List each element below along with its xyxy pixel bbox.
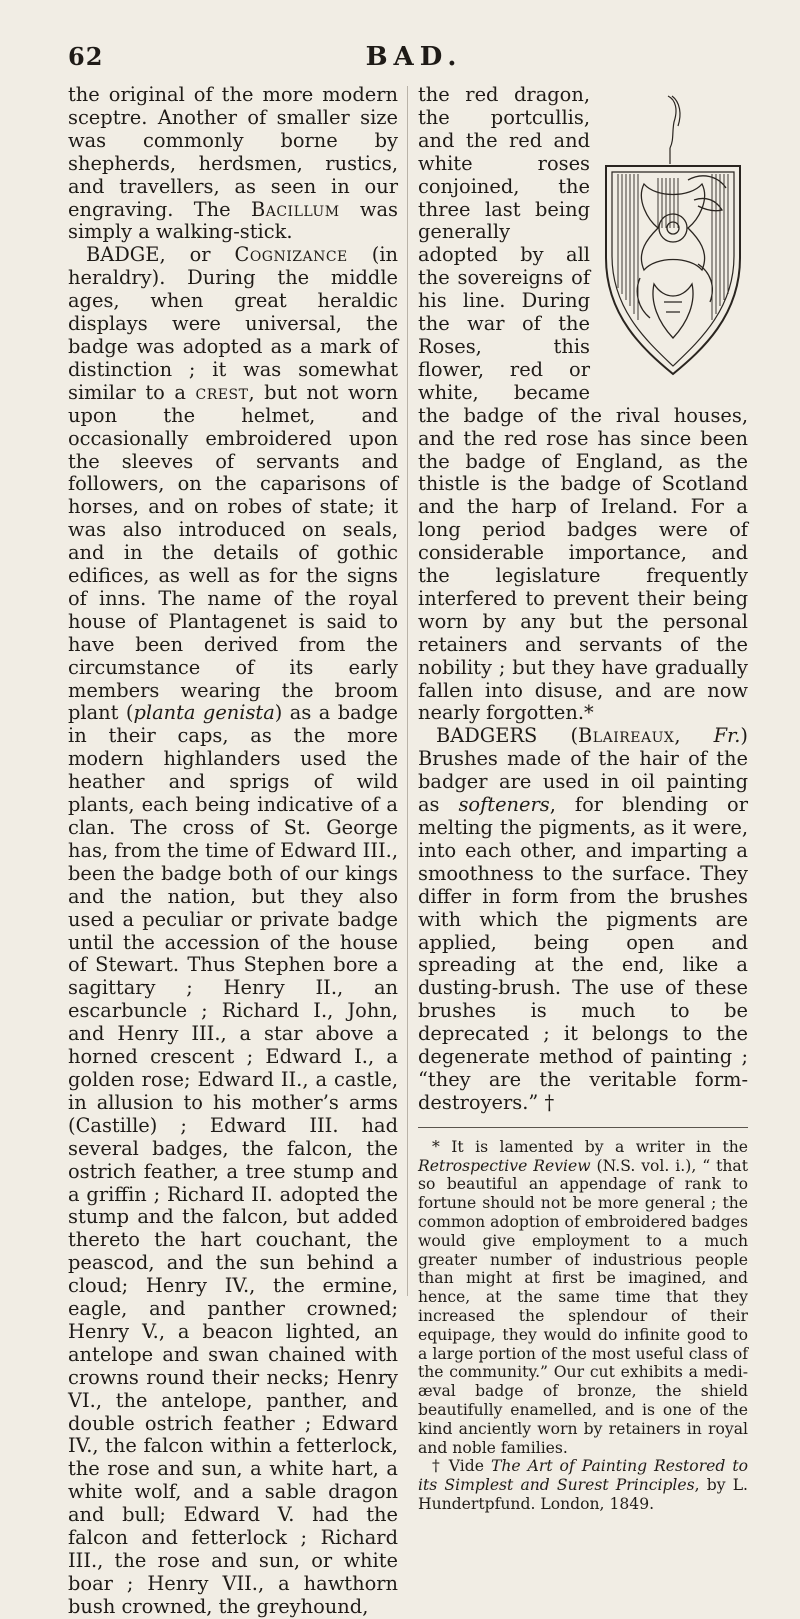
left-column xyxy=(68,84,398,1619)
right-column xyxy=(418,84,748,1514)
rose-motif xyxy=(641,184,704,270)
bronze-badge-illustration xyxy=(598,88,748,380)
badgers-entry: BADGERS (Blaireaux, Fr.) Brushes made of the hair of the badger are used in oil painting as softeners, for blending or melting the pigments, as it were, into each other, and imparting a smoothness to the surface. They differ in form from the brushes with which the pigments are applied, being open and spreading at the end, like a dusting-brush. The use of these brushes is much to be deprecated ; it belongs to the degenerate method of painting ; “they are the veritable form-destroyers.” † xyxy=(418,724,748,1114)
baculum-entry-continued: the original of the more modern sceptre. Another of smaller size was commonly borne by shepherds, herdsmen, rustics, and travellers, as seen in our engraving. The Bacillum was simply a walking-stick. xyxy=(68,83,398,244)
badge-headword: BADGE xyxy=(86,243,160,267)
footnotes xyxy=(418,1138,748,1514)
badge-entry-continued: the red dragon, the portcullis, and the red and white roses conjoined, the three last being generally adopted by all the sovereigns of his line. During the war of the Roses, this flower, red or white, became the badge of the rival houses, and the red rose has since been the badge of England, as the thistle is the badge of Scotland and the harp of Ireland. For a long period badges were of considerable importance, and the legislature frequently interfered to prevent their being worn by any but the personal retainers and servants of the nobility ; but they have gradually fallen into disuse, and are now nearly forgotten.* xyxy=(418,83,748,725)
running-title: BAD. xyxy=(365,42,463,72)
footnote-1: * It is lamented by a writer in the Retrospective Review (N.S. vol. i.), “ that so beautiful an appendage of rank to fortune should not be more general ; the common adoption of embroidered badges would give employment to a much greater number of industrious people than might at first be imagined, and hence, at the same time that they increased the splendour of their equipage, they would do infinite good to a large portion of the most useful class of the community.” Our cut exhibits a medi-æval badge of bronze, the shield beautifully enamelled, and is one of the kind anciently worn by retainers in royal and noble families. xyxy=(418,1137,748,1457)
page-number: 62 xyxy=(68,42,104,71)
badgers-headword: BADGERS xyxy=(436,724,538,748)
badge-entry: BADGE, or Cognizance (in heraldry). During the middle ages, when great heraldic displays were universal, the badge was adopted as a mark of distinction ; it was somewhat similar to a crest, but not worn upon the helmet, and occasionally embroidered upon the sleeves of servants and followers, on the caparisons of horses, and on robes of state; it was also introduced on seals, and in the details of gothic edifices, as well as for the signs of inns. The name of the royal house of Plantagenet is said to have been derived from the circumstance of its early members wearing the broom plant (planta genista) as a badge in their caps, as the more modern highlanders used the heather and sprigs of wild plants, each being indicative of a clan. The cross of St. George has, from the time of Edward III., been the badge both of our kings and the nation, but they also used a peculiar or private badge until the accession of the house of Stewart. Thus Stephen bore a sagittary ; Henry II., an escarbuncle ; Richard I., John, and Henry III., a star above a horned crescent ; Edward I., a golden rose; Edward II., a castle, in allusion to his mother’s arms (Castille) ; Edward III. had several badges, the falcon, the ostrich feather, a tree stump and a griffin ; Richard II. adopted the stump and the falcon, but added thereto the hart couchant, the peascod, and the sun behind a cloud; Henry IV., the ermine, eagle, and panther crowned; Henry V., a beacon lighted, an antelope and swan chained with crowns round their necks; Henry VI., the antelope, panther, and double ostrich feather ; Edward IV., the falcon within a fetterlock, the rose and sun, a white hart, a white wolf, and a sable dragon and bull; Edward V. had the falcon and fetterlock ; Richard III., the rose and sun, or white boar ; Henry VII., a hawthorn bush crowned, the greyhound, xyxy=(68,243,399,1618)
footnote-2: † Vide The Art of Painting Restored to its Simplest and Surest Principles, by L. Hundertpfund. London, 1849. xyxy=(418,1457,749,1513)
footnote-rule xyxy=(418,1127,748,1128)
suspension-loop xyxy=(668,96,676,148)
running-head xyxy=(68,42,760,72)
column-divider xyxy=(407,86,408,1296)
